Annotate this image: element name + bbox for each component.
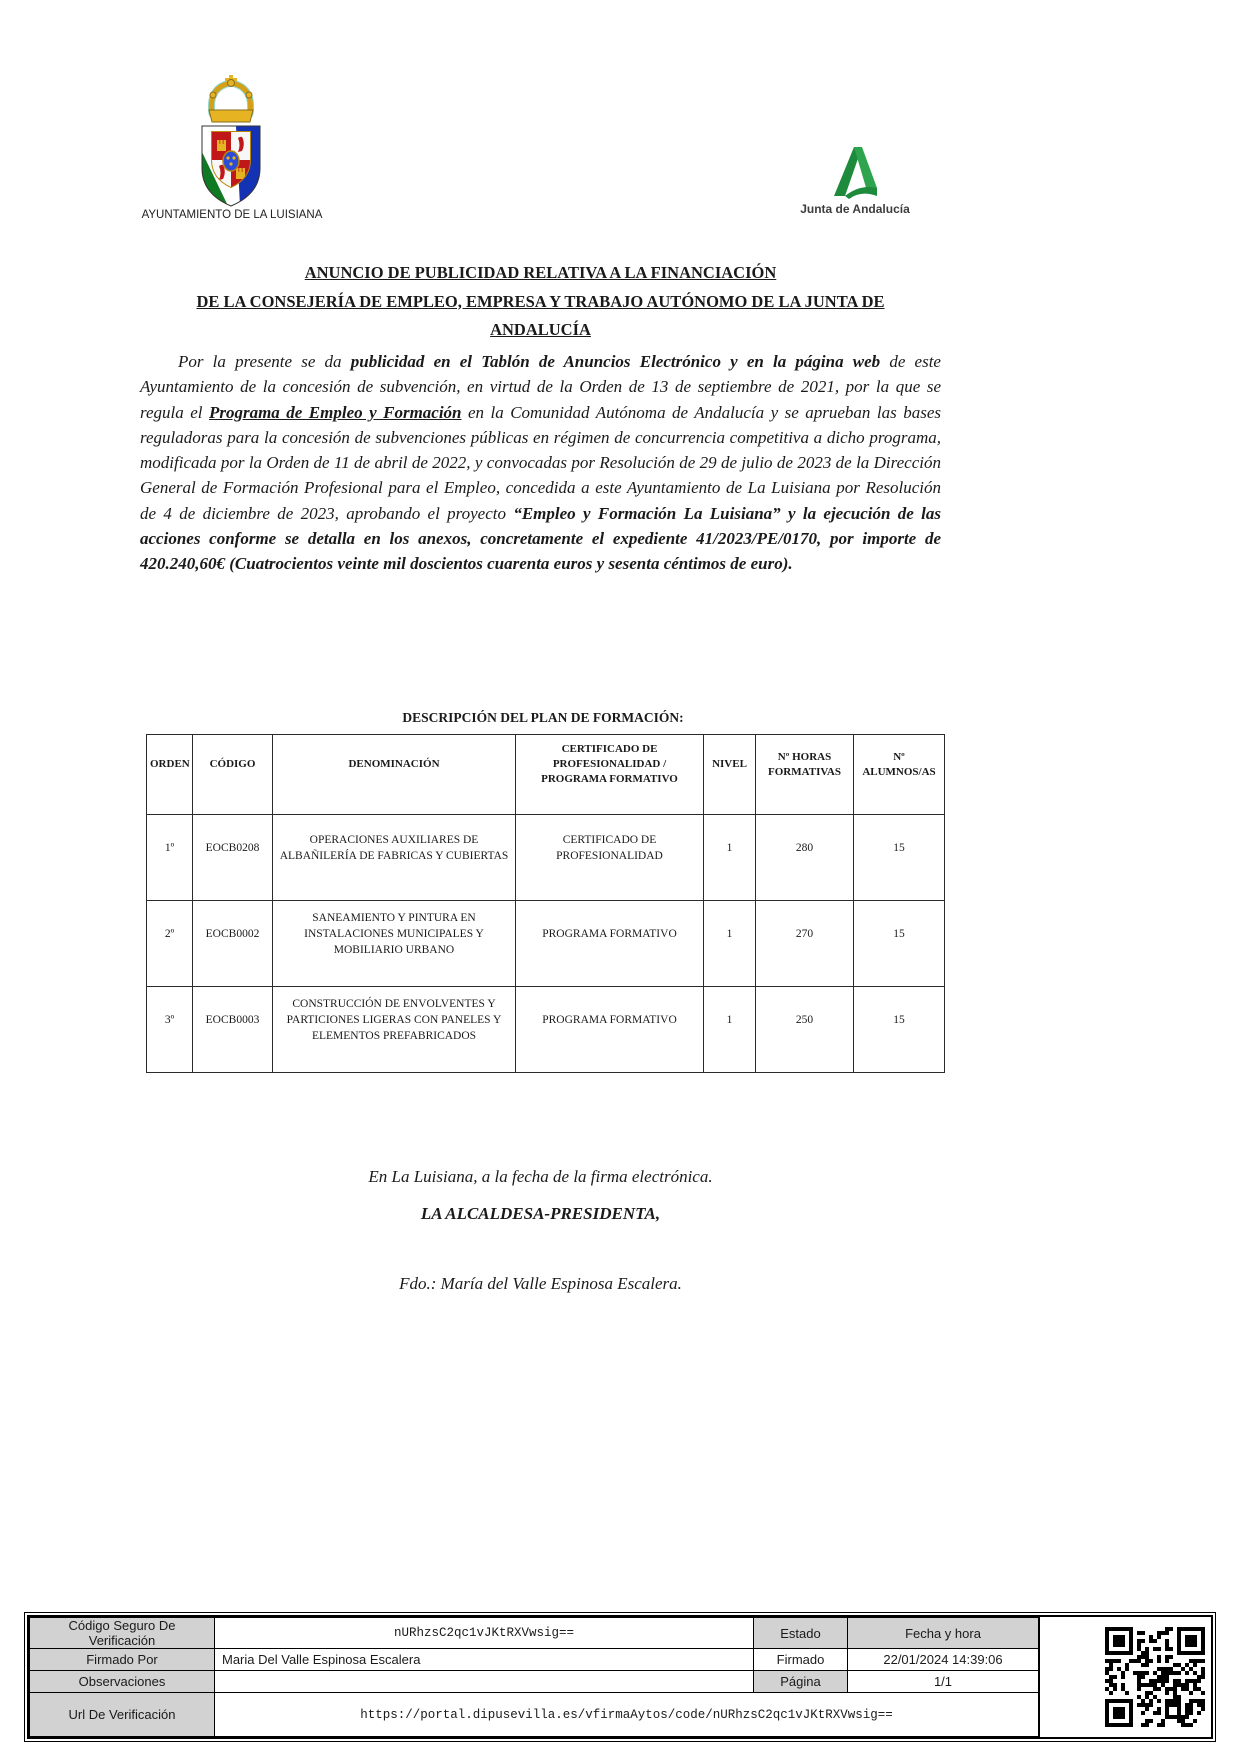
csv-value: nURhzsC2qc1vJKtRXVwsig==: [215, 1618, 754, 1649]
ayuntamiento-caption: AYUNTAMIENTO DE LA LUISIANA: [141, 209, 323, 221]
plan-table-cell: 1: [704, 987, 756, 1073]
col-header-codigo: CÓDIGO: [193, 735, 273, 815]
document-title: [140, 259, 941, 345]
pagina-value: 1/1: [848, 1671, 1039, 1693]
fecha-label: Fecha y hora: [848, 1618, 1039, 1649]
junta-logo-caption: Junta de Andalucía: [800, 202, 910, 216]
firmado-por-value: Maria Del Valle Espinosa Escalera: [215, 1649, 754, 1671]
plan-table-cell: 1: [704, 815, 756, 901]
plan-table-cell: EOCB0208: [193, 815, 273, 901]
junta-de-andalucia-logo: [798, 146, 912, 216]
plan-table-row: [147, 815, 945, 901]
training-plan-table: [146, 734, 945, 1073]
plan-table-cell: CONSTRUCCIÓN DE ENVOLVENTES Y PARTICIONES LIGERAS CON PANELES Y ELEMENTOS PREFABRICADOS: [273, 987, 516, 1073]
title-line-3: ANDALUCÍA: [490, 320, 591, 339]
signature-name-line: Fdo.: María del Valle Espinosa Escalera.: [399, 1274, 682, 1293]
plan-table-cell: SANEAMIENTO Y PINTURA EN INSTALACIONES MUNICIPALES Y MOBILIARIO URBANO: [273, 901, 516, 987]
plan-table-row: [147, 987, 945, 1073]
plan-table-cell: 1º: [147, 815, 193, 901]
plan-table-cell: 2º: [147, 901, 193, 987]
plan-header-row: [147, 735, 945, 815]
observaciones-value: [215, 1671, 754, 1693]
pagina-label: Página: [754, 1671, 848, 1693]
title-line-1: ANUNCIO DE PUBLICIDAD RELATIVA A LA FINANCIACIÓN: [304, 263, 777, 282]
plan-table-cell: 1: [704, 901, 756, 987]
fecha-value: 22/01/2024 14:39:06: [848, 1649, 1039, 1671]
estado-label: Estado: [754, 1618, 848, 1649]
plan-table-cell: EOCB0003: [193, 987, 273, 1073]
signature-role-line: LA ALCALDESA-PRESIDENTA,: [420, 1204, 661, 1223]
qr-code: [1105, 1627, 1205, 1727]
plan-table-cell: 15: [854, 901, 945, 987]
col-header-horas: Nº HORAS FORMATIVAS: [756, 735, 854, 815]
plan-table-cell: 3º: [147, 987, 193, 1073]
verification-footer-inner: [27, 1615, 1213, 1739]
junta-a-icon: [831, 146, 879, 202]
qr-box: [1039, 1617, 1211, 1737]
title-line-2: DE LA CONSEJERÍA DE EMPLEO, EMPRESA Y TRABAJO AUTÓNOMO DE LA JUNTA DE: [196, 291, 885, 311]
plan-table-cell: EOCB0002: [193, 901, 273, 987]
col-header-certificado: CERTIFICADO DE PROFESIONALIDAD / PROGRAMA FORMATIVO: [516, 735, 704, 815]
plan-table-cell: PROGRAMA FORMATIVO: [516, 901, 704, 987]
plan-table-cell: 15: [854, 987, 945, 1073]
signature-place-line: En La Luisiana, a la fecha de la firma electrónica.: [368, 1167, 713, 1186]
plan-heading: DESCRIPCIÓN DEL PLAN DE FORMACIÓN:: [402, 710, 684, 725]
url-value[interactable]: https://portal.dipusevilla.es/vfirmaAytos/code/nURhzsC2qc1vJKtRXVwsig==: [215, 1693, 1039, 1737]
estado-value: Firmado: [754, 1649, 848, 1671]
col-header-nivel: NIVEL: [704, 735, 756, 815]
col-header-orden: ORDEN: [147, 735, 193, 815]
announcement-paragraph: Por la presente se da publicidad en el Tablón de Anuncios Electrónico y en la página web de este Ayuntamiento de la concesión de subvención, en virtud de la Orden de 13 de septiembre de 2021, por la que se regula el Programa de Empleo y Formación en la Comunidad Autónoma de Andalucía y se aprueban las bases reguladoras para la concesión de subvenciones públicas en régimen de concurrencia competitiva a dicho programa, modificada por la Orden de 11 de abril de 2022, y convocadas por Resolución de 29 de julio de 2023 de la Dirección General de Formación Profesional para el Empleo, concedida a este Ayuntamiento de La Luisiana por Resolución de 4 de diciembre de 2023, aprobando el proyecto “Empleo y Formación La Luisiana” y la ejecución de las acciones conforme se detalla en los anexos, concretamente el expediente 41/2023/PE/0170, por importe de 420.240,60€ (Cuatrocientos veinte mil doscientos cuarenta euros y sesenta céntimos de euro).: [140, 352, 941, 574]
la-luisiana-coat-of-arms-icon: [192, 74, 270, 210]
plan-table-cell: OPERACIONES AUXILIARES DE ALBAÑILERÍA DE FABRICAS Y CUBIERTAS: [273, 815, 516, 901]
plan-table-cell: CERTIFICADO DE PROFESIONALIDAD: [516, 815, 704, 901]
observaciones-label: Observaciones: [30, 1671, 215, 1693]
plan-table-cell: 280: [756, 815, 854, 901]
plan-table-cell: 270: [756, 901, 854, 987]
plan-table-cell: 250: [756, 987, 854, 1073]
col-header-denominacion: DENOMINACIÓN: [273, 735, 516, 815]
verification-table: [29, 1617, 1039, 1737]
csv-label: Código Seguro De Verificación: [30, 1618, 215, 1649]
plan-table-row: [147, 901, 945, 987]
url-label: Url De Verificación: [30, 1693, 215, 1737]
plan-table-cell: 15: [854, 815, 945, 901]
plan-table-cell: PROGRAMA FORMATIVO: [516, 987, 704, 1073]
col-header-alumnos: Nº ALUMNOS/AS: [854, 735, 945, 815]
firmado-por-label: Firmado Por: [30, 1649, 215, 1671]
verification-footer: [24, 1612, 1216, 1742]
